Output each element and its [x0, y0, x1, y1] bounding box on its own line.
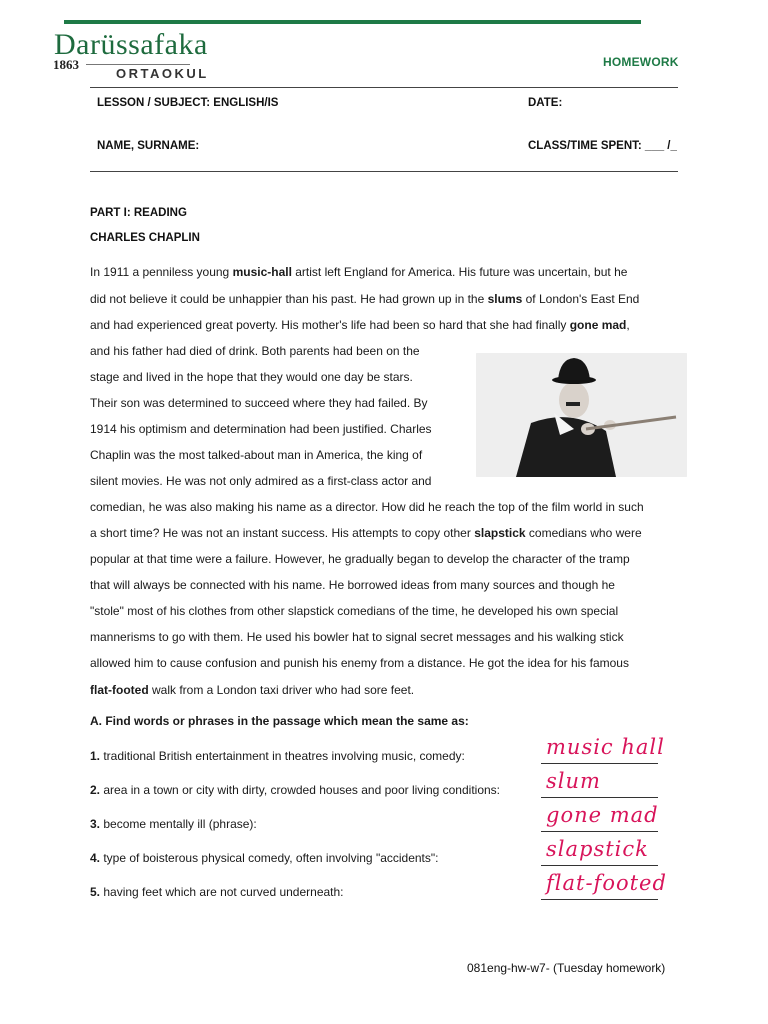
passage-keyword: slapstick [474, 526, 526, 540]
exercise-item [90, 749, 465, 763]
item-number: 5. [90, 885, 101, 899]
passage-text: comedian, he was also making his name as a director. How did he reach the top of the film world in such [90, 500, 644, 514]
passage-text: comedians who were [525, 526, 642, 540]
item-number: 2. [90, 783, 101, 797]
answer-blank[interactable] [541, 763, 658, 764]
answer-blank[interactable] [541, 865, 658, 866]
school-logo-name: Darüssafaka [54, 28, 208, 61]
school-logo-subtitle: ORTAOKUL [116, 66, 209, 81]
passage-text: mannerisms to go with them. He used his bowler hat to signal secret messages and his walking stick [90, 630, 624, 644]
passage-text: walk from a London taxi driver who had sore feet. [148, 683, 415, 697]
passage-text: 1914 his optimism and determination had been justified. Charles [90, 422, 432, 436]
passage-line [90, 473, 431, 489]
exercise-item [90, 885, 344, 899]
passage-text: and his father had died of drink. Both parents had been on the [90, 344, 420, 358]
passage-keyword: gone mad [569, 318, 627, 332]
passage-line [90, 629, 624, 645]
answer-blank[interactable] [541, 797, 658, 798]
passage-text: Chaplin was the most talked-about man in America, the king of [90, 448, 423, 462]
passage-title: CHARLES CHAPLIN [90, 232, 200, 244]
answer-blank[interactable] [541, 899, 658, 900]
passage-line [90, 395, 428, 411]
lesson-subject-label: LESSON / SUBJECT: ENGLISH/IS [97, 97, 279, 109]
exercise-item [90, 817, 257, 831]
logo-divider [86, 64, 190, 65]
top-rule [64, 20, 641, 24]
handwritten-answer: gone mad [546, 803, 659, 827]
passage-line [90, 577, 615, 593]
passage-line [90, 447, 422, 463]
passage-text: that will always be connected with his name. He borrowed ideas from many sources and though he [90, 578, 615, 592]
passage-keyword: flat-footed [90, 683, 149, 697]
passage-text: popular at that time were a failure. However, he gradually began to develop the character of the tramp [90, 552, 630, 566]
item-number: 1. [90, 749, 101, 763]
passage-text: silent movies. He was not only admired as a first-class actor and [90, 474, 432, 488]
item-definition: traditional British entertainment in theatres involving music, comedy: [100, 749, 465, 763]
item-number: 3. [90, 817, 101, 831]
passage-line [90, 369, 413, 385]
passage-line [90, 499, 644, 515]
passage-line [90, 291, 639, 307]
item-number: 4. [90, 851, 101, 865]
passage-keyword: slums [487, 292, 523, 306]
passage-line [90, 421, 432, 437]
passage-line [90, 343, 420, 359]
exercise-heading: A. Find words or phrases in the passage which mean the same as: [90, 714, 469, 728]
passage-text: artist left England for America. His future was uncertain, but he [291, 265, 628, 279]
passage-line [90, 682, 414, 698]
passage-text: In 1911 a penniless young [90, 265, 233, 279]
item-definition: type of boisterous physical comedy, often involving "accidents": [100, 851, 439, 865]
name-surname-label: NAME, SURNAME: [97, 140, 200, 152]
passage-text: "stole" most of his clothes from other slapstick comedians of the time, he developed his own special [90, 604, 619, 618]
passage-line [90, 603, 618, 619]
homework-label: HOMEWORK [603, 55, 679, 69]
date-label: DATE: [528, 97, 563, 109]
passage-text: of London's East End [522, 292, 640, 306]
passage-line [90, 317, 630, 333]
passage-text: stage and lived in the hope that they would one day be stars. [90, 370, 413, 384]
item-definition: having feet which are not curved underneath: [100, 885, 344, 899]
handwritten-answer: music hall [546, 735, 665, 759]
answer-blank[interactable] [541, 831, 658, 832]
passage-text: , [626, 318, 630, 332]
item-definition: become mentally ill (phrase): [100, 817, 257, 831]
item-definition: area in a town or city with dirty, crowded houses and poor living conditions: [100, 783, 500, 797]
exercise-item [90, 783, 500, 797]
school-logo-year: 1863 [53, 57, 79, 72]
footer-code: 081eng-hw-w7- (Tuesday homework) [467, 961, 666, 975]
passage-line [90, 264, 627, 280]
part-heading: PART I: READING [90, 207, 187, 219]
passage-line [90, 525, 642, 541]
passage-text: a short time? He was not an instant success. His attempts to copy other [90, 526, 475, 540]
class-time-label: CLASS/TIME SPENT: ___ /_ [528, 140, 677, 152]
header-rule-top [90, 87, 678, 88]
passage-text: allowed him to cause confusion and punish his enemy from a distance. He got the idea for his famous [90, 656, 629, 670]
passage-keyword: music-hall [232, 265, 292, 279]
passage-text: did not believe it could be unhappier than his past. He had grown up in the [90, 292, 488, 306]
handwritten-answer: slum [546, 769, 601, 793]
exercise-item [90, 851, 439, 865]
handwritten-answer: slapstick [546, 837, 649, 861]
handwritten-answer: flat-footed [546, 871, 667, 895]
header-rule-bottom [90, 171, 678, 172]
chaplin-photo [476, 353, 687, 477]
passage-text: Their son was determined to succeed where they had failed. By [90, 396, 428, 410]
passage-text: and had experienced great poverty. His mother's life had been so hard that she had finally [90, 318, 570, 332]
passage-line [90, 655, 629, 671]
passage-line [90, 551, 630, 567]
